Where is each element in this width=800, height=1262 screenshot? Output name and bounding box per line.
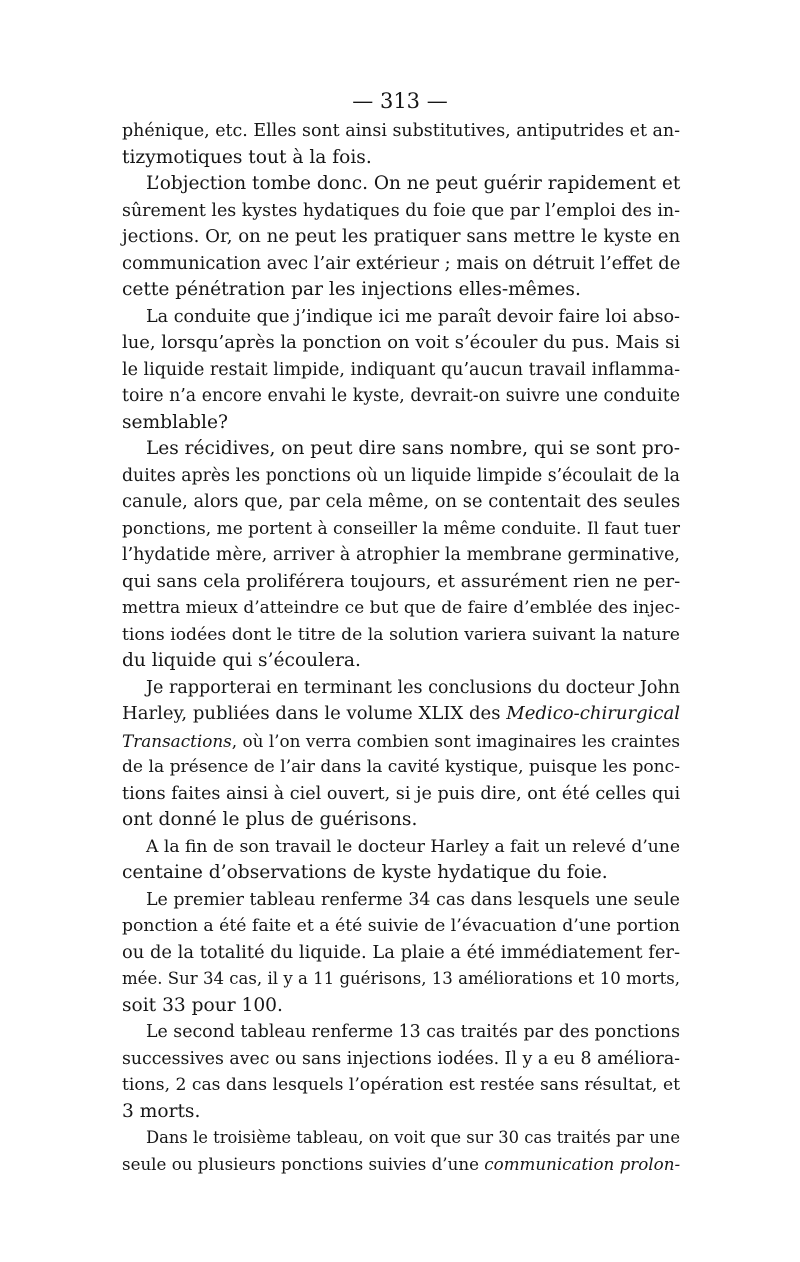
line-text: communication avec l’air extérieur ; mais on détruit l’effet de — [122, 252, 681, 274]
text-line — [122, 622, 680, 649]
line-text: soit 33 pour 100. — [122, 994, 283, 1016]
text-line — [122, 728, 680, 755]
body-text — [122, 118, 680, 1178]
text-line — [122, 1125, 680, 1152]
line-text: ponction a été faite et a été suivie de l’évacuation d’une portion — [122, 916, 680, 936]
line-text: du liquide qui s’écoulera. — [122, 650, 361, 671]
text-line — [122, 701, 680, 728]
line-text: tions iodées dont le titre de la solution variera suivant la nature — [122, 624, 680, 645]
text-line — [122, 675, 680, 702]
line-text: lue, lorsqu’après la ponction on voit s’écouler du pus. Mais si — [122, 332, 680, 353]
line-text: Dans le troisième tableau, on voit que sur 30 cas traités par une — [146, 1128, 680, 1147]
text-line — [122, 754, 680, 781]
line-text: seule ou plusieurs ponctions suivies d’une — [122, 1154, 485, 1174]
text-line — [122, 304, 680, 331]
line-text: Je rapporterai en terminant les conclusions du docteur John — [146, 677, 681, 698]
line-text: jections. Or, on ne peut les pratiquer sans mettre le kyste en — [122, 226, 681, 247]
text-line — [122, 251, 680, 278]
text-line — [122, 330, 680, 357]
line-text: tions faites ainsi à ciel ouvert, si je puis dire, ont été celles qui — [122, 783, 681, 804]
text-line — [122, 993, 680, 1020]
line-text: duites après les ponctions où un liquide limpide s’écoulait de la — [122, 465, 680, 486]
text-line — [122, 224, 680, 251]
line-text: sûrement les kystes hydatiques du foie que par l’emploi des in- — [122, 200, 680, 221]
italic-title: Transactions — [122, 730, 232, 751]
line-text: le liquide restait limpide, indiquant qu’aucun travail inflamma- — [122, 359, 681, 380]
text-line — [122, 860, 680, 887]
line-text: L’objection tombe donc. On ne peut guérir rapidement et — [146, 173, 681, 194]
text-line — [122, 198, 680, 225]
text-line — [122, 410, 680, 437]
text-line — [122, 569, 680, 596]
line-text: , où l’on verra combien sont imaginaires les craintes — [231, 730, 680, 751]
text-line — [122, 516, 680, 543]
italic-title: Medico-chirurgical — [506, 703, 680, 724]
line-text: mettra mieux d’atteindre ce but que de faire d’emblée des injec- — [122, 598, 680, 618]
text-line — [122, 118, 680, 145]
line-text: tizymotiques tout à la fois. — [122, 146, 372, 168]
line-text: La conduite que j’indique ici me paraît devoir faire loi abso- — [146, 306, 680, 327]
text-line — [122, 1072, 680, 1099]
text-line — [122, 171, 680, 198]
line-text: Les récidives, on peut dire sans nombre, qui se sont pro- — [146, 438, 680, 459]
line-text: semblable? — [122, 411, 228, 433]
text-line — [122, 887, 680, 914]
line-text: ont donné le plus de guérisons. — [122, 809, 418, 830]
line-text: successives avec ou sans injections iodées. Il y a eu 8 améliora- — [122, 1048, 680, 1069]
text-line — [122, 807, 680, 834]
line-text: qui sans cela proliférera toujours, et assurément rien ne per- — [122, 570, 681, 592]
text-line — [122, 1099, 680, 1126]
text-line — [122, 966, 680, 993]
text-line — [122, 648, 680, 675]
text-line — [122, 1046, 680, 1073]
line-text: Harley, publiées dans le volume XLIX des — [122, 703, 507, 724]
line-text: mée. Sur 34 cas, il y a 11 guérisons, 13 améliorations et 10 morts, — [122, 969, 680, 988]
line-text: Le second tableau renferme 13 cas traités par des ponctions — [146, 1022, 680, 1042]
line-text: l’hydatide mère, arriver à atrophier la membrane germinative, — [122, 545, 680, 565]
line-text: 3 morts. — [122, 1100, 201, 1122]
text-line — [122, 357, 680, 384]
text-line — [122, 1152, 680, 1179]
line-text: phénique, etc. Elles sont ainsi substitutives, antiputrides et an- — [122, 121, 680, 141]
line-text: ou de la totalité du liquide. La plaie a été immédiatement fer- — [122, 941, 680, 963]
text-line — [122, 277, 680, 304]
text-line — [122, 383, 680, 410]
line-text: ponctions, me portent à conseiller la même conduite. Il faut tuer — [122, 518, 680, 539]
line-text: A la fin de son travail le docteur Harley a fait un relevé d’une — [146, 836, 680, 857]
line-text: tions, 2 cas dans lesquels l’opération est restée sans résultat, et — [122, 1075, 680, 1095]
text-line — [122, 913, 680, 940]
line-text: de la présence de l’air dans la cavité kystique, puisque les ponc- — [122, 757, 680, 777]
line-text: toire n’a encore envahi le kyste, devrait-on suivre une conduite — [122, 386, 680, 406]
text-line — [122, 489, 680, 516]
text-line — [122, 145, 680, 172]
text-line — [122, 595, 680, 622]
text-line — [122, 1019, 680, 1046]
italic-title: communication prolon- — [484, 1154, 681, 1174]
text-line — [122, 781, 680, 808]
line-text: Le premier tableau renferme 34 cas dans lesquels une seule — [146, 889, 680, 910]
text-line — [122, 436, 680, 463]
text-line — [122, 940, 680, 967]
text-line — [122, 834, 680, 861]
line-text: canule, alors que, par cela même, on se contentait des seules — [122, 491, 681, 512]
text-line — [122, 542, 680, 569]
text-line — [122, 463, 680, 490]
page-number: — 313 — — [352, 89, 448, 113]
line-text: cette pénétration par les injections elles-mêmes. — [122, 279, 581, 300]
line-text: centaine d’observations de kyste hydatique du foie. — [122, 862, 608, 883]
